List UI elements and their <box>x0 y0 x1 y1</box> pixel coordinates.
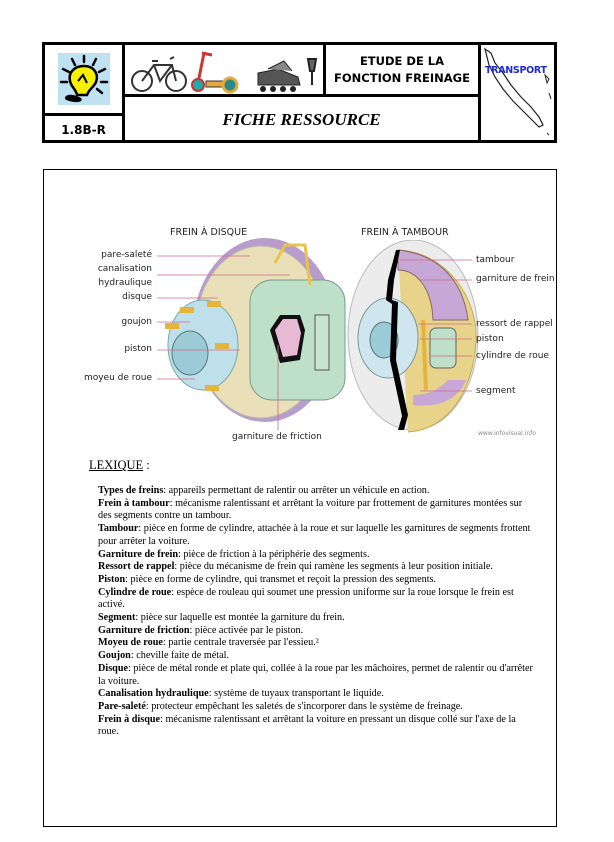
lexique-term: Pare-saleté <box>98 700 146 712</box>
lexique-term: Piston <box>98 573 126 585</box>
lexique-term: Cylindre de roue <box>98 586 172 598</box>
lexique-term: Disque <box>98 662 129 674</box>
lexique-term: Garniture de frein <box>98 548 178 560</box>
disc-brake-title: FREIN À DISQUE <box>170 227 248 238</box>
label-goujon: goujon <box>121 317 152 327</box>
label-moyeu-de-roue: moyeu de roue <box>83 373 152 383</box>
label-garniture-de-frein: garniture de frein <box>476 274 555 284</box>
lexique-term: Goujon <box>98 650 131 662</box>
lexique-colon: : <box>143 458 150 472</box>
lexique-entry <box>98 498 538 523</box>
lexique-entry <box>98 549 538 562</box>
label-garniture-de-friction: garniture de friction <box>232 432 322 442</box>
lexique-entry <box>98 688 538 701</box>
lexique-entry <box>98 625 538 638</box>
lexique-heading <box>89 458 150 473</box>
lexique-entry <box>98 650 538 663</box>
lexique-term: Ressort de rappel <box>98 561 175 573</box>
lexique-def: : pièce sur laquelle est montée la garniture du frein. <box>135 612 345 624</box>
title-line-2: FONCTION FREINAGE <box>334 70 470 85</box>
lexique-entry <box>98 637 538 650</box>
label-tambour: tambour <box>476 255 515 265</box>
lexique-def: : partie centrale traversée par l'essieu.² <box>162 637 319 649</box>
lexique-term: Canalisation hydraulique <box>98 688 209 700</box>
lexique-def: : mécanisme ralentissant et arrêtant la voiture en pressant un disque collé sur l'axe de la roue. <box>98 713 516 738</box>
lexique-def: : appareils permettant de ralentir ou arrêter un véhicule en action. <box>163 485 430 496</box>
lexique-def: : mécanisme ralentissant et arrêtant la voiture par frottement de garnitures montées sur des segments contre un tambour. <box>98 497 523 522</box>
label-disque: disque <box>122 292 152 302</box>
lexique-entry <box>98 485 538 498</box>
lexique-entry <box>98 714 538 739</box>
lexique-list <box>98 485 538 739</box>
lexique-entry <box>98 663 538 688</box>
lexique-term: Moyeu de roue <box>98 637 163 649</box>
label-ressort-de-rappel: ressort de rappel <box>476 319 553 329</box>
lexique-entry <box>98 523 538 548</box>
label-hydraulique: hydraulique <box>98 278 152 288</box>
document-code: 1.8B-R <box>45 116 125 143</box>
lexique-def: : pièce du mécanisme de frein qui ramène les segments à leur position initiale. <box>174 561 493 573</box>
lexique-def: : système de tuyaux transportant le liquide. <box>208 688 384 700</box>
image-credit: www.infovisual.info <box>478 430 536 437</box>
lexique-def: : pièce en forme de cylindre, qui transmet et reçoit la pression des segments. <box>125 573 437 585</box>
drum-brake-title: FREIN À TAMBOUR <box>361 227 449 238</box>
lexique-term: Segment <box>98 612 136 624</box>
lexique-entry <box>98 561 538 574</box>
lexique-term: Frein à disque <box>98 713 161 725</box>
label-segment: segment <box>476 386 516 396</box>
label-cylindre-de-roue: cylindre de roue <box>476 351 549 361</box>
lexique-entry <box>98 701 538 714</box>
label-piston-drum: piston <box>476 334 504 344</box>
lexique-term: Garniture de friction <box>98 624 190 636</box>
label-canalisation: canalisation <box>97 264 152 274</box>
document-subtitle: FICHE RESSOURCE <box>125 97 481 143</box>
lexique-term: Tambour <box>98 523 139 535</box>
lexique-def: : espèce de rouleau qui soumet une pression uniforme sur la roue lorsque le frein est activé. <box>98 586 514 611</box>
lexique-term: Frein à tambour <box>98 497 170 509</box>
lexique-term: Types de freins <box>98 485 164 496</box>
lexique-def: : pièce de métal ronde et plate qui, collée à la roue par les mâchoires, permet de ralentir ou d'arrêter la voiture. <box>98 662 533 687</box>
title-line-1: ETUDE DE LA <box>359 53 445 68</box>
lexique-title: LEXIQUE <box>89 458 144 472</box>
map-label: TRANSPORT <box>485 65 547 76</box>
lexique-def: : pièce en forme de cylindre, attachée à la roue et sur laquelle les garnitures de segments frottent pour arrêter la voiture. <box>98 523 531 547</box>
lexique-entry <box>98 612 538 625</box>
lexique-def: : protecteur empêchant les saletés de s'incorporer dans le système de freinage. <box>145 700 463 712</box>
label-pare-salete: pare-saleté <box>101 250 152 260</box>
label-piston-disc: piston <box>124 344 152 354</box>
lexique-entry <box>98 574 538 587</box>
lexique-def: : cheville faite de métal. <box>130 650 229 662</box>
lexique-entry <box>98 587 538 612</box>
lexique-def: : pièce activée par le piston. <box>189 624 304 636</box>
lexique-def: : pièce de friction à la périphérie des segments. <box>177 548 370 560</box>
